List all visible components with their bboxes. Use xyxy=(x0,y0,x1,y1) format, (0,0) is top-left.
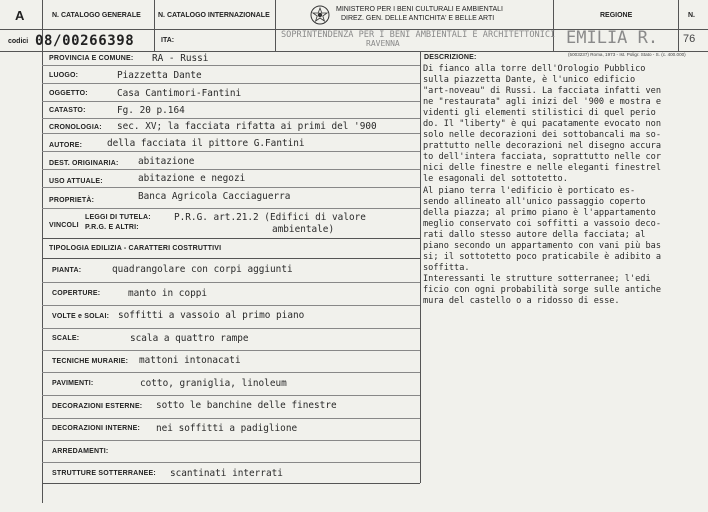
description-text xyxy=(423,64,699,307)
row-line xyxy=(42,305,420,306)
republic-emblem-icon xyxy=(310,5,330,25)
description-line: ne "restaurata" agli inizi del '900 e mostra e xyxy=(423,97,661,108)
volte-value: soffitti a vassoio al primo piano xyxy=(118,310,305,321)
description-line: soffitta. xyxy=(423,262,470,273)
row-line xyxy=(42,395,420,396)
header-sep-5 xyxy=(678,0,679,51)
prg-label: P.R.G. E ALTRI: xyxy=(85,224,139,231)
uso-label: USO ATTUALE: xyxy=(49,178,103,185)
catasto-label: CATASTO: xyxy=(49,107,86,114)
row-line xyxy=(42,151,420,152)
catalog-code: 08/00266398 xyxy=(35,33,135,49)
row-line xyxy=(42,462,420,463)
strutture-value: scantinati interrati xyxy=(170,468,283,479)
soprintendenza-stamp: SOPRINTENDENZA PER I BENI AMBIENTALI E ARCHITETTONICI xyxy=(281,30,556,40)
row-line xyxy=(42,169,420,170)
vincoli-label: VINCOLI xyxy=(49,222,79,229)
row-line xyxy=(42,440,420,441)
description-line: meglio conservato coi soffitti a vassoio deco- xyxy=(423,218,661,229)
tipologia-label: TIPOLOGIA EDILIZIA - CARATTERI COSTRUTTIVI xyxy=(49,245,222,252)
proprieta-value: Banca Agricola Cacciaguerra xyxy=(138,191,291,202)
description-line: Al piano terra l'edificio è porticato es- xyxy=(423,185,636,196)
catalog-general-label: N. CATALOGO GENERALE xyxy=(52,12,141,19)
description-line: "art-noveau" di Russi. La facciata infatti ven xyxy=(423,86,661,97)
decor-int-value: nei soffitti a padiglione xyxy=(156,423,298,434)
pianta-label: PIANTA: xyxy=(52,267,82,274)
luogo-value: Piazzetta Dante xyxy=(117,70,202,81)
number-label: N. xyxy=(688,12,695,19)
description-line: si; il sottotetto poco praticabile è adibito a xyxy=(423,251,661,262)
print-note: (5003237) Roma, 1973 - Ist. Poligr. Stato - S. (c. 400.000) xyxy=(568,52,686,57)
description-line: della piazza; al primo piano è l'appartamento xyxy=(423,207,656,218)
provincia-value: RA - Russi xyxy=(152,53,209,64)
autore-value: della facciata il pittore G.Fantini xyxy=(107,138,305,149)
description-line: rati dallo stesso autore della facciata; al xyxy=(423,229,646,240)
region-value: EMILIA R. xyxy=(566,28,659,48)
pavimenti-value: cotto, graniglia, linoleum xyxy=(140,378,287,389)
row-line xyxy=(42,118,420,119)
decor-est-label: DECORAZIONI ESTERNE: xyxy=(52,403,143,410)
oggetto-label: OGGETTO: xyxy=(49,90,88,97)
frame-bottom xyxy=(42,483,420,484)
row-line xyxy=(42,282,420,283)
ministry-line-2: DIREZ. GEN. DELLE ANTICHITA' E BELLE ARTI xyxy=(341,15,495,22)
row-line xyxy=(42,328,420,329)
row-line xyxy=(42,418,420,419)
row-line xyxy=(42,208,420,209)
uso-value: abitazione e negozi xyxy=(138,173,246,184)
row-line xyxy=(42,372,420,373)
description-line: le esagonali del sottotetto. xyxy=(423,174,568,185)
tecniche-value: mattoni intonacati xyxy=(139,355,241,366)
proprieta-label: PROPRIETÀ: xyxy=(49,197,95,204)
description-line: sendo allineato all'unico passaggio coperto xyxy=(423,196,646,207)
header-sep-3 xyxy=(275,0,276,51)
description-line: videnti gli elementi stilistici di quel perio xyxy=(423,108,656,119)
description-line: mura del castello o a ridosso di esse. xyxy=(423,295,620,306)
description-line: Di fianco alla torre dell'Orologio Pubblico xyxy=(423,64,646,74)
dest-value: abitazione xyxy=(138,156,195,167)
ita-label: ITA: xyxy=(161,37,175,44)
description-line: sulla piazzetta Dante, è l'unico edificio xyxy=(423,75,636,86)
coperture-label: COPERTURE: xyxy=(52,290,101,297)
dest-label: DEST. ORIGINARIA: xyxy=(49,160,119,167)
vincoli-value-line1: P.R.G. art.21.2 (Edifici di valore xyxy=(174,212,366,223)
description-line: prattutto nelle decorazioni nel disegno accura xyxy=(423,141,661,152)
description-line: do. Il "liberty" è qui pacatamente evocato non xyxy=(423,119,661,130)
pavimenti-label: PAVIMENTI: xyxy=(52,380,94,387)
frame-middle xyxy=(420,51,421,483)
catasto-value: Fg. 20 p.164 xyxy=(117,105,185,116)
row-line xyxy=(42,350,420,351)
number-value: 76 xyxy=(683,33,696,45)
header-sep-2 xyxy=(154,0,155,51)
oggetto-value: Casa Cantimori-Fantini xyxy=(117,88,242,99)
provincia-label: PROVINCIA E COMUNE: xyxy=(49,55,134,62)
leggi-label: LEGGI DI TUTELA: xyxy=(85,214,151,221)
row-line xyxy=(42,238,420,239)
decor-int-label: DECORAZIONI INTERNE: xyxy=(52,425,140,432)
row-line xyxy=(42,187,420,188)
description-line: Interessanti le strutture sotterranee; l'edi xyxy=(423,273,651,284)
coperture-value: manto in coppi xyxy=(128,288,208,299)
autore-label: AUTORE: xyxy=(49,142,83,149)
description-line: solo nelle decorazioni dei sottobancali ma so- xyxy=(423,130,661,141)
pianta-value: quadrangolare con corpi aggiunti xyxy=(112,264,293,275)
header-sep-4 xyxy=(553,0,554,51)
tecniche-label: TECNICHE MURARIE: xyxy=(52,358,129,365)
scale-label: SCALE: xyxy=(52,335,80,342)
arredamenti-label: ARREDAMENTI: xyxy=(52,448,109,455)
scale-value: scala a quattro rampe xyxy=(130,333,249,344)
soprintendenza-city: RAVENNA xyxy=(366,39,400,48)
decor-est-value: sotto le banchine delle finestre xyxy=(156,400,337,411)
description-line: to dell'intera facciata, soprattutto nelle cor xyxy=(423,152,661,163)
row-line xyxy=(42,258,420,259)
description-label: DESCRIZIONE: xyxy=(424,54,477,61)
ministry-line-1: MINISTERO PER I BENI CULTURALI E AMBIENTALI xyxy=(336,6,503,13)
row-line xyxy=(42,65,420,66)
strutture-label: STRUTTURE SOTTERRANEE: xyxy=(52,470,156,477)
catalog-international-label: N. CATALOGO INTERNAZIONALE xyxy=(158,12,270,19)
row-line xyxy=(42,83,420,84)
form-letter: A xyxy=(15,8,25,23)
cronologia-label: CRONOLOGIA: xyxy=(49,124,102,131)
row-line xyxy=(42,101,420,102)
row-line xyxy=(42,133,420,134)
description-line: nici delle finestre e nelle eleganti finestrel xyxy=(423,163,661,174)
vincoli-value-line2: ambientale) xyxy=(272,224,335,235)
description-line: ficio con ogni probabilità sorge sulle antiche xyxy=(423,284,661,295)
volte-label: VOLTE e SOLAI: xyxy=(52,313,110,320)
region-label: REGIONE xyxy=(600,12,633,19)
cronologia-value: sec. XV; la facciata rifatta ai primi del '900 xyxy=(117,121,377,132)
description-line: piano secondo un appartamento con vani più bas xyxy=(423,240,661,251)
luogo-label: LUOGO: xyxy=(49,72,79,79)
codici-label: codici xyxy=(8,38,29,45)
